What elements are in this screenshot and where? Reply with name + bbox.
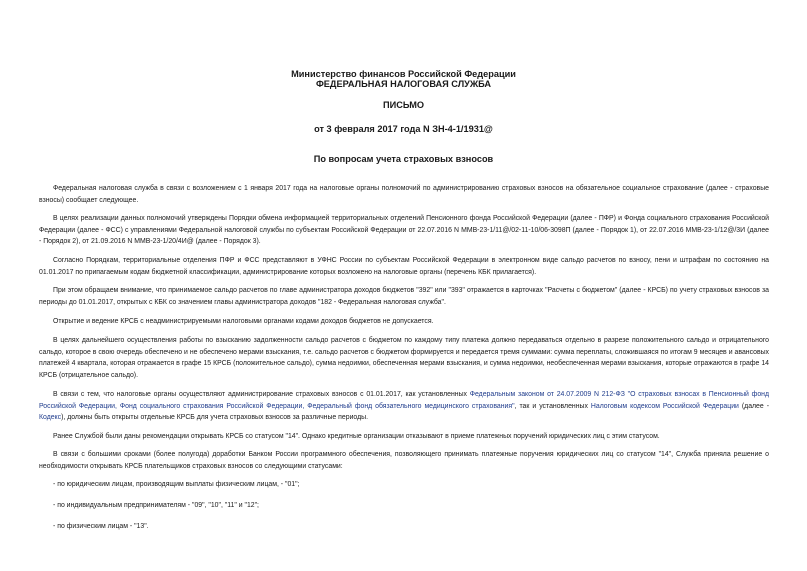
document-subject: По вопросам учета страховых взносов bbox=[313, 154, 494, 164]
paragraph-7-text-b: , так и установленных bbox=[514, 402, 591, 410]
paragraph-7-text-d: ), должны быть открыты отдельные КРСБ для учета страховых взносов за различные периоды. bbox=[61, 414, 368, 421]
document-number-date: от 3 февраля 2017 года N ЗН-4-1/1931@ bbox=[314, 124, 493, 134]
list-item-legal-entities: - по юридическим лицам, производящим выплаты физическим лицам, - "01"; bbox=[53, 481, 300, 488]
paragraph-4: При этом обращаем внимание, что принимаемое сальдо расчетов по главе администратора доходов бюджетов "392" или "393" отражается в карточках "Расчеты с бюджетом" (далее - КРСБ) по учету страховых взносов за периоды до 01.01.2017, открытых с КБК со значением главы администратора доходов "182 - Федеральная налоговая служба". bbox=[39, 287, 769, 306]
document-type: ПИСЬМО bbox=[382, 100, 425, 110]
service-name: ФЕДЕРАЛЬНАЯ НАЛОГОВАЯ СЛУЖБА bbox=[315, 79, 492, 89]
paragraph-9: В связи с большими сроками (более полугода) доработки Банком России программного обеспечения, позволяющего принимать платежные поручения юридических лиц со статусом "14", Служба приняла решение о необходимости открывать КРСБ плательщиков страховых взносов со следующими статусами: bbox=[39, 451, 769, 470]
paragraph-6: В целях дальнейшего осуществления работы по взысканию задолженности сальдо расчетов с бюджетом по каждому типу платежа должно передаваться отдельно в разрезе положительного сальдо и отрицательного сальдо, которое в свою очередь обеспечено и не обеспечено мерами взыскания, т.е. сальдо расчетов с бюджетом формируется и передается тремя суммами: сумма переплаты, сложившаяся по итогам 9 месяцев и авансовых платежей 4 квартала, которая отражается в графе 15 КРСБ (положительное сальдо), сумма недоимки, обеспеченная мерами взыскания, и сумма недоимки, необеспеченная мерами взыскания, которые отражаются в графе 14 КРСБ (отрицательное сальдо). bbox=[39, 337, 769, 379]
paragraph-7-text-a: В связи с тем, что налоговые органы осуществляют администрирование страховых взносов с 01.01.2017, как установленных bbox=[53, 391, 470, 398]
list-item-entrepreneurs: - по индивидуальным предпринимателям - "09", "10", "11" и "12"; bbox=[53, 502, 259, 509]
paragraph-1: Федеральная налоговая служба в связи с возложением с 1 января 2017 года на налоговые органы полномочий по администрированию страховых взносов на обязательное социальное страхование (далее - страховые взносы) сообщает следующее. bbox=[39, 185, 769, 204]
code-link[interactable]: Кодекс bbox=[39, 414, 62, 421]
ministry-name: Министерство финансов Российской Федерации bbox=[291, 69, 516, 79]
paragraph-2: В целях реализации данных полномочий утверждены Порядки обмена информацией территориальных отделений Пенсионного фонда Российской Федерации (далее - ПФР) и Фонда социального страхования Российской Федерации (далее - ФСС) с управлениями Федеральной налоговой службы по субъектам Российской Федерации от 22.07.2016 N ММВ-23-1/11@/02-11-10/06-3098П (далее - Порядок 1), от 22.07.2016 ММВ-23-1/12@/3И (далее - Порядок 2), от 21.09.2016 N ММВ-23-1/20/4И@ (далее - Порядок 3). bbox=[39, 215, 769, 245]
federal-law-212-link[interactable]: Федеральным законом от 24.07.2009 N 212-ФЗ "О страховых взносах в Пенсионный фонд Российской Федерации, Фонд социального страхования Российской Федерации, Федеральный фонд обязательного медицинского страхования" bbox=[39, 391, 769, 410]
paragraph-7 bbox=[39, 389, 769, 424]
paragraph-8: Ранее Службой были даны рекомендации открывать КРСБ со статусом "14". Однако кредитные организации отказывают в приеме платежных поручений юридических лиц с этим статусом. bbox=[53, 433, 660, 440]
paragraph-3: Согласно Порядкам, территориальные отделения ПФР и ФСС представляют в УФНС России по субъектам Российской Федерации в электронном виде сальдо расчетов по взносу, пени и штрафам по состоянию на 01.01.2017 по припагаемым кодам бюджетной классификации, администрирование которых возложено на налоговые органы (перечень КБК прилагается). bbox=[39, 257, 769, 276]
tax-code-link[interactable]: Налоговым кодексом Российской Федерации bbox=[590, 402, 739, 410]
paragraph-5: Открытие и ведение КРСБ с неадминистрируемыми налоговыми органами кодами доходов бюджетов не допускается. bbox=[53, 318, 434, 325]
list-item-individuals: - по физическим лицам - "13". bbox=[53, 523, 149, 530]
paragraph-7-text-c: (далее - bbox=[738, 402, 769, 410]
